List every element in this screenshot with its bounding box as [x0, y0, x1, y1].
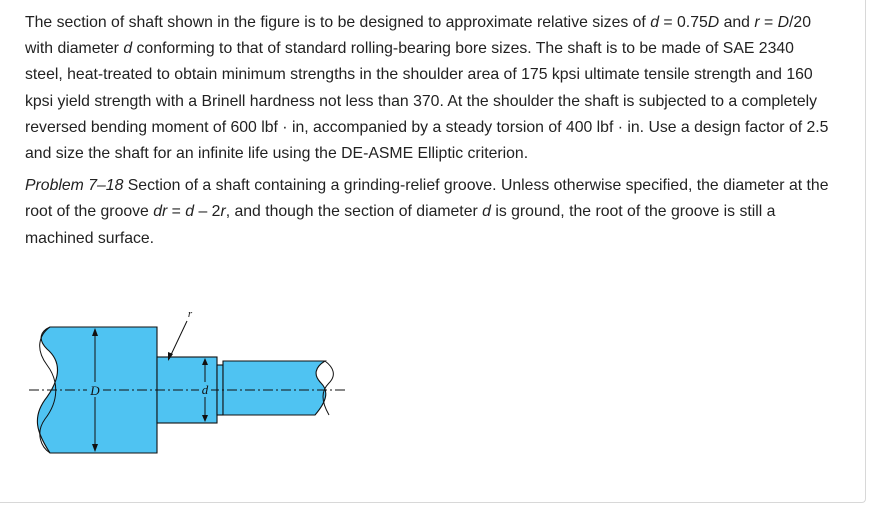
- statement-text: and: [719, 14, 755, 31]
- var-D: D: [707, 14, 720, 31]
- var-d: d: [482, 203, 491, 221]
- shaft-figure: [25, 305, 355, 475]
- var-D: D: [777, 14, 790, 31]
- caption-text: =: [167, 203, 186, 221]
- shaft-small-section: [223, 361, 326, 415]
- var-dr: dr: [153, 203, 168, 221]
- caption-text: , and though the section of diameter: [225, 203, 483, 221]
- statement-text: conforming to that of standard rolling-bearing bore sizes. The shaft is to be made of SAE 2340 steel, heat-treated to obtain minimum strengths in the shoulder area of 175 kpsi ultimate tensile strength and 160 kpsi yield strength with a Brinell hardness not less than 370. At the shoulder the shaft is subjected to a completely reversed bending moment of 600 lbf · in, accompanied by a steady torsion of 400 lbf · in. Use a design factor of 2.5 and size the shaft for an infinite life using the DE-ASME Elliptic criterion.: [25, 40, 829, 163]
- caption-text: – 2: [194, 203, 221, 221]
- figure-caption: [25, 173, 835, 252]
- statement-text: The section of shaft shown in the figure is to be designed to approximate relative sizes of: [25, 14, 651, 31]
- label-r: r: [187, 308, 193, 320]
- var-d: d: [650, 14, 660, 31]
- caption-text: is ground, the root of the groove is still a machined surface.: [25, 203, 776, 247]
- problem-text: [25, 10, 835, 252]
- problem-statement: [25, 10, 835, 167]
- var-r: r: [220, 203, 226, 221]
- statement-text: = 0.75: [659, 14, 708, 31]
- var-r: r: [754, 14, 760, 31]
- caption-label: Problem 7–18: [25, 177, 124, 195]
- var-d: d: [185, 203, 195, 221]
- statement-text: =: [759, 14, 778, 31]
- statement-text: /20 with diameter: [25, 14, 811, 58]
- label-D: D: [90, 383, 100, 398]
- label-d: d: [201, 382, 209, 397]
- caption-text: Section of a shaft containing a grinding-relief groove. Unless otherwise specified, the diameter at the root of the groove: [25, 177, 829, 221]
- var-d: d: [123, 40, 133, 58]
- r-leader: [169, 321, 187, 359]
